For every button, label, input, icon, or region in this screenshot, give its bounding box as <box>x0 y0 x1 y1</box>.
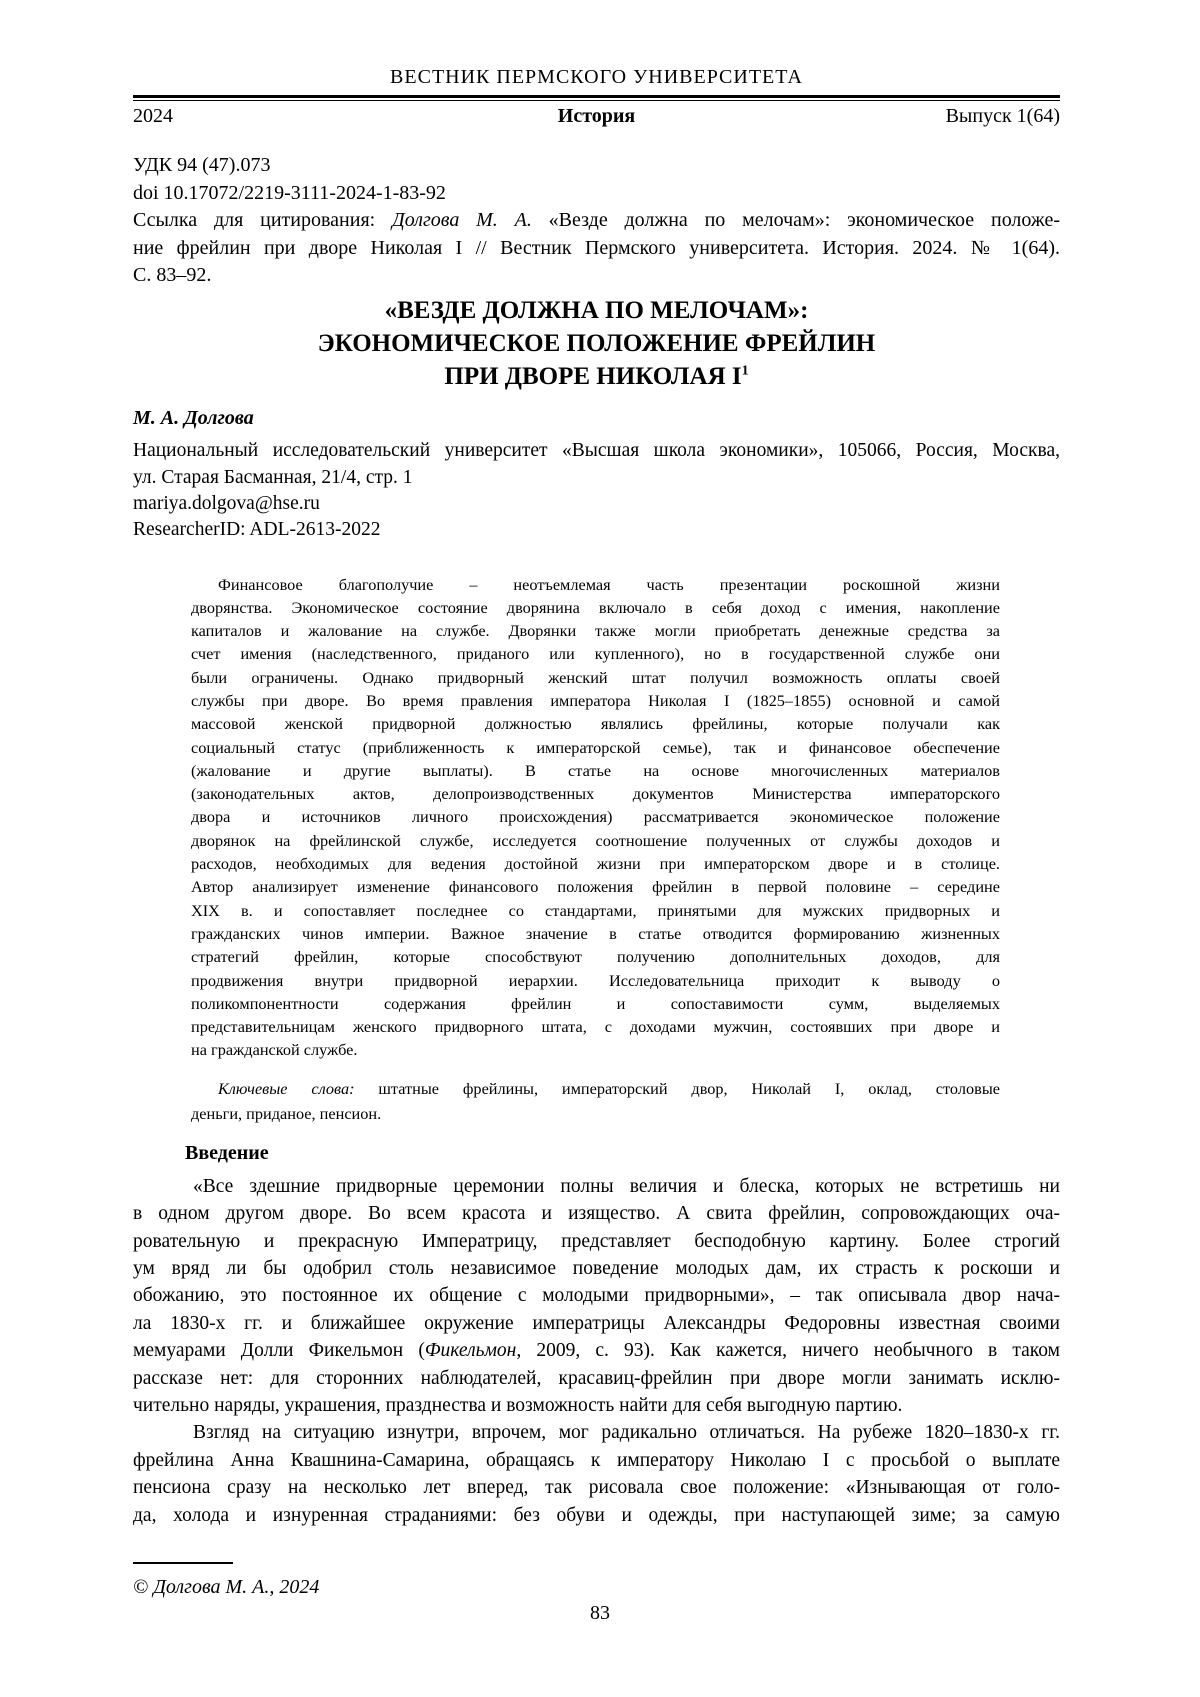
text-line: на гражданской службе. <box>191 1040 358 1060</box>
text-line: обожанию, это постоянное их общение с молодыми придворными», – так описывала двор нача- <box>133 1285 1060 1307</box>
text-line: (законодательных актов, делопроизводственных документов Министерства императорского <box>191 784 1000 804</box>
text-line: массовой женской придворной должностью являлись фрейлины, которые получали как <box>191 714 1000 734</box>
text-line: Взгляд на ситуацию изнутри, впрочем, мог радикально отличаться. На рубеже 1820–1830-х гг. <box>193 1422 1060 1444</box>
text-line: да, холода и изнуренная страданиями: без обуви и одежды, при наступающей зиме; за самую <box>133 1504 1060 1526</box>
researcher-id: ResearcherID: ADL-2613-2022 <box>133 518 381 540</box>
text-line: Финансовое благополучие – неотъемлемая часть презентации роскошной жизни <box>218 574 1000 594</box>
article-title-line-2: ЭКОНОМИЧЕСКОЕ ПОЛОЖЕНИЕ ФРЕЙЛИН <box>317 329 876 357</box>
text-line: счет имения (наследственного, приданого или купленного), но в государственной службе они <box>191 644 1000 664</box>
text-line: XIX в. и сопоставляет последнее со стандартами, принятыми для мужских придворных и <box>191 900 1000 920</box>
text-line: ум вряд ли бы одобрил столь независимое поведение молодых дам, их страсть к роскоши и <box>133 1257 1060 1279</box>
text-line: рассказе нет: для сторонних наблюдателей, красавиц-фрейлин при дворе могли занимать исклю- <box>133 1367 1060 1389</box>
author-affiliation <box>133 437 1060 491</box>
text-line: мемуарами Долли Фикельмон (Фикельмон, 2009, с. 93). Как кажется, ничего необычного в таком <box>133 1340 1060 1362</box>
article-title-line-3-text: ПРИ ДВОРЕ НИКОЛАЯ I <box>444 362 742 390</box>
meta-block <box>133 152 1060 290</box>
text-line: «Все здешние придворные церемонии полны величия и блеска, которых не встретишь ни <box>193 1175 1060 1197</box>
text-line: расходов, необходимых для ведения достойной жизни при императорском дворе и в столице. <box>191 854 1000 874</box>
doi-line: doi 10.17072/2219-3111-2024-1-83-92 <box>133 181 446 204</box>
text-line: представительницам женского придворного штата, с доходами мужчин, состоявших при дворе и <box>191 1017 1000 1037</box>
citation-block <box>133 207 1060 290</box>
header-section: История <box>557 105 636 127</box>
text-line: Ключевые слова: штатные фрейлины, императорский двор, Николай I, оклад, столовые <box>218 1078 1000 1098</box>
abstract <box>191 573 1000 1062</box>
text-line: дворянок на фрейлинской службе, исследуется соотношение полученных от службы доходов и <box>191 830 1000 850</box>
text-line: дворянства. Экономическое состояние дворянина включало в себя доход с имения, накопление <box>191 597 1000 617</box>
text-line: ние фрейлин при дворе Николая I // Вестник Пермского университета. История. 2024. № 1(64). <box>133 236 1060 259</box>
intro-paragraph-1 <box>133 1173 1060 1420</box>
text-line: пенсиона сразу на несколько лет вперед, так рисовала свое положение: «Изнывающая от голо- <box>133 1477 1060 1499</box>
text-line: стратегий фрейлин, которые способствуют получению дополнительных доходов, для <box>191 947 1000 967</box>
header-year: 2024 <box>133 105 173 127</box>
text-line: капиталов и жалование на службе. Дворянки также могли приобретать денежные средства за <box>191 621 1000 641</box>
text-line: двора и источников личного происхождения) рассматривается экономическое положение <box>191 807 1000 827</box>
text-line: фрейлина Анна Квашнина-Самарина, обращаясь к императору Николаю I с просьбой о выплате <box>133 1449 1060 1471</box>
text-line: были ограничены. Однако придворный женский штат получил возможность оплаты своей <box>191 667 1000 687</box>
text-line: Национальный исследовательский университет «Высшая школа экономики», 105066, Россия, Москва, <box>133 439 1060 461</box>
intro-paragraph-2 <box>133 1419 1060 1529</box>
text-line: поликомпонентности содержания фрейлин и сопоставимости сумм, выделяемых <box>191 993 1000 1013</box>
article-title-line-1: «ВЕЗДЕ ДОЛЖНА ПО МЕЛОЧАМ»: <box>384 296 809 324</box>
text-line: чительно наряды, украшения, празднества и возможность найти для себя выгодную партию. <box>133 1394 903 1416</box>
article-title-line-3 <box>133 360 1060 393</box>
author-name: М. А. Долгова <box>133 406 254 429</box>
page-number: 83 <box>590 1602 610 1624</box>
header-rule <box>133 95 1060 101</box>
text-line: ла 1830-х гг. и ближайшее окружение императрицы Александры Федоровны известная своими <box>133 1312 1060 1334</box>
text-line: Автор анализирует изменение финансового положения фрейлин в первой половине – середине <box>191 877 1000 897</box>
text-line: С. 83–92. <box>133 264 212 286</box>
author-email: mariya.dolgova@hse.ru <box>133 492 320 514</box>
text-line: в одном другом дворе. Во всем красота и изящество. А свита фрейлин, сопровождающих оча- <box>133 1203 1060 1225</box>
text-line: службы при дворе. Во время правления императора Николая I (1825–1855) основной и самой <box>191 690 1000 710</box>
text-line: гражданских чинов империи. Важное значение в статье отводится формированию жизненных <box>191 923 1000 943</box>
udc-line: УДК 94 (47).073 <box>133 154 271 176</box>
text-line: (жалование и другие выплаты). В статье на основе многочисленных материалов <box>191 760 1000 780</box>
text-line: ровательную и прекрасную Императрицу, представляет бесподобную картину. Более строгий <box>133 1230 1060 1252</box>
journal-title: ВЕСТНИК ПЕРМСКОГО УНИВЕРСИТЕТА <box>390 66 803 88</box>
text-line: ул. Старая Басманная, 21/4, стр. 1 <box>133 466 413 488</box>
header-row <box>133 103 1060 130</box>
text-line: продвижения внутри придворной иерархии. Исследовательница приходит к выводу о <box>191 970 1000 990</box>
footnote-separator-rule <box>133 1562 233 1564</box>
footnote-ref: 1 <box>741 363 749 379</box>
keywords <box>191 1076 1000 1126</box>
text-line: социальный статус (приближенность к императорской семье), так и финансовое обеспечение <box>191 737 1000 757</box>
section-heading-introduction: Введение <box>185 1141 269 1164</box>
text-line: Ссылка для цитирования: Долгова М. А. «Везде должна по мелочам»: экономическое положе- <box>133 209 1060 231</box>
article-title <box>133 294 1060 393</box>
copyright-line: © Долгова М. А., 2024 <box>133 1576 320 1598</box>
header-issue: Выпуск 1(64) <box>945 105 1060 127</box>
text-line: деньги, приданое, пенсион. <box>191 1103 382 1123</box>
